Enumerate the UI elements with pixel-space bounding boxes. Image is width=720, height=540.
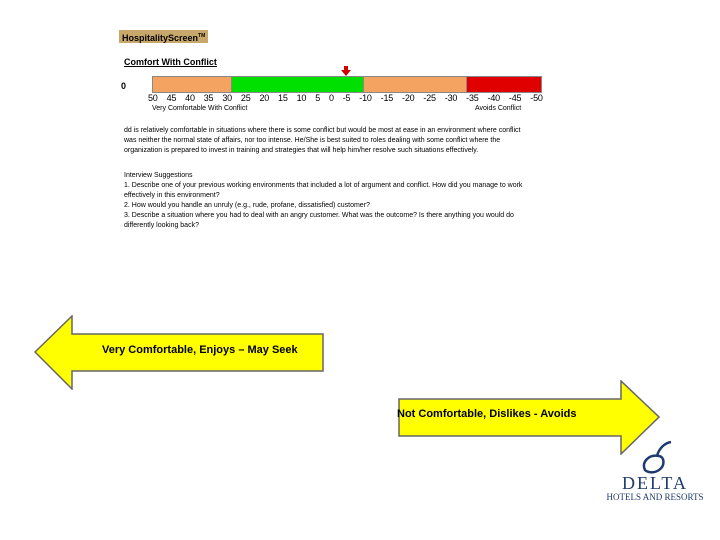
- logo-subtitle: HOTELS AND RESORTS: [606, 492, 704, 502]
- tick-label: 20: [259, 93, 270, 103]
- tick-label: 25: [240, 93, 251, 103]
- suggestion-line: 2. How would you handle an unruly (e.g., rude, profane, dissatisfied) customer?: [124, 202, 370, 209]
- tick-label: -30: [444, 93, 458, 103]
- scale-segment-green: [232, 77, 364, 92]
- description-text: [124, 126, 594, 156]
- tick-label: -5: [342, 93, 351, 103]
- scale-bar: [152, 76, 542, 93]
- suggestions-list: [124, 181, 594, 231]
- brand-badge: [119, 30, 208, 43]
- brand-name: HospitalityScreen: [122, 33, 199, 43]
- tick-label: -10: [359, 93, 372, 103]
- tick-label: -20: [402, 93, 415, 103]
- tick-label: 30: [222, 93, 232, 103]
- right-arrow-label: Not Comfortable, Dislikes - Avoids: [397, 408, 577, 420]
- tick-label: 40: [185, 93, 195, 103]
- suggestion-line: effectively in this environment?: [124, 192, 220, 199]
- logo-word: DELTA: [622, 473, 688, 493]
- tick-label: -25: [423, 93, 436, 103]
- tick-label: -40: [487, 93, 500, 103]
- tick-label: -45: [508, 93, 522, 103]
- tick-label: 45: [166, 93, 177, 103]
- score-value: 0: [121, 81, 127, 91]
- left-arrow-label: Very Comfortable, Enjoys – May Seek: [102, 344, 298, 356]
- scale-segment-orange-right: [364, 77, 467, 92]
- suggestion-line: differently looking back?: [124, 222, 199, 229]
- scale-segment-red: [467, 77, 541, 92]
- description-line: organization is prepared to invest in training and strategies that will help him/her resolve such situations effectively.: [124, 147, 479, 154]
- tick-label: 15: [278, 93, 288, 103]
- delta-logo-mark-icon: [635, 440, 675, 476]
- scale-left-end-label: Very Comfortable With Conflict: [152, 105, 248, 112]
- brand-tm: TM: [198, 33, 206, 39]
- scale-right-end-label: Avoids Conflict: [475, 105, 522, 112]
- suggestions-title: Interview Suggestions: [124, 172, 193, 179]
- tick-label: -35: [466, 93, 479, 103]
- scale-ticks: [148, 93, 543, 103]
- tick-label: -50: [530, 93, 543, 103]
- description-line: was neither the normal state of affairs, nor too intense. He/She is best suited to roles dealing with some conflict where the: [124, 137, 501, 144]
- scale-segment-orange-left: [153, 77, 232, 92]
- description-line: dd is relatively comfortable in situations where there is some conflict but would be most at ease in an environment where conflict: [124, 127, 521, 134]
- section-title: Comfort With Conflict: [124, 57, 217, 67]
- suggestion-line: 3. Describe a situation where you had to deal with an angry customer. What was the outcome? Is there anything you would do: [124, 212, 514, 219]
- delta-logo: [605, 440, 705, 520]
- tick-label: -15: [380, 93, 394, 103]
- tick-label: 0: [328, 93, 334, 103]
- score-marker-icon: [341, 66, 351, 76]
- tick-label: 10: [296, 93, 307, 103]
- tick-label: 5: [315, 93, 321, 103]
- suggestion-line: 1. Describe one of your previous working environments that included a lot of argument and conflict. How did you manage to work: [124, 182, 523, 189]
- tick-label: 35: [203, 93, 214, 103]
- tick-label: 50: [148, 93, 158, 103]
